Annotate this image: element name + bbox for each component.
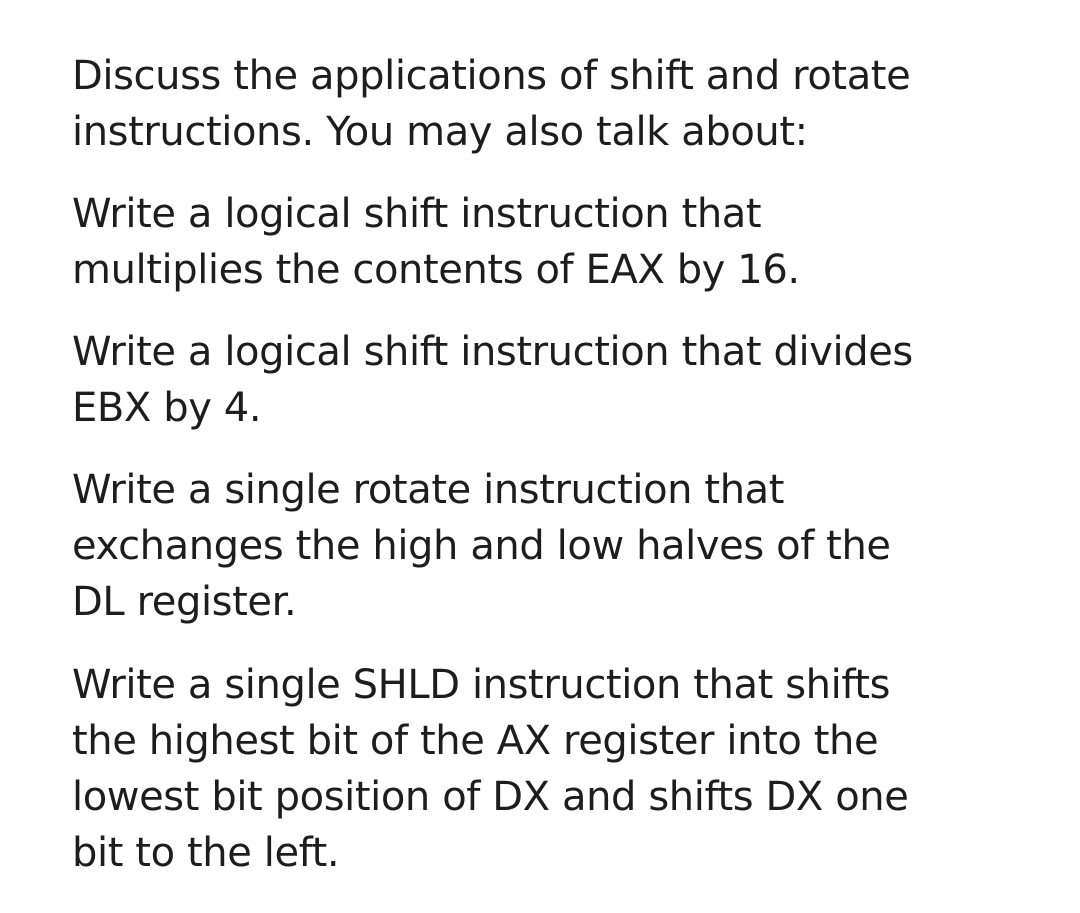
text-line: Write a single rotate instruction that [72, 467, 785, 513]
task-divide-paragraph [72, 324, 913, 436]
task-multiply-paragraph [72, 186, 800, 298]
text-line: Write a logical shift instruction that [72, 191, 762, 237]
text-line: bit to the left. [72, 830, 340, 876]
text-line: exchanges the high and low halves of the [72, 523, 891, 569]
text-line: instructions. You may also talk about: [72, 109, 808, 155]
text-line: Write a single SHLD instruction that shifts [72, 662, 891, 708]
text-line: DL register. [72, 579, 297, 625]
text-line: EBX by 4. [72, 385, 262, 431]
task-rotate-paragraph [72, 462, 891, 630]
text-line: lowest bit position of DX and shifts DX one [72, 774, 909, 820]
task-shld-paragraph [72, 657, 908, 881]
text-line: the highest bit of the AX register into the [72, 718, 879, 764]
text-line: Write a logical shift instruction that divides [72, 329, 913, 375]
text-line: multiplies the contents of EAX by 16. [72, 247, 800, 293]
intro-paragraph [72, 48, 910, 160]
text-line: Discuss the applications of shift and rotate [72, 53, 911, 99]
